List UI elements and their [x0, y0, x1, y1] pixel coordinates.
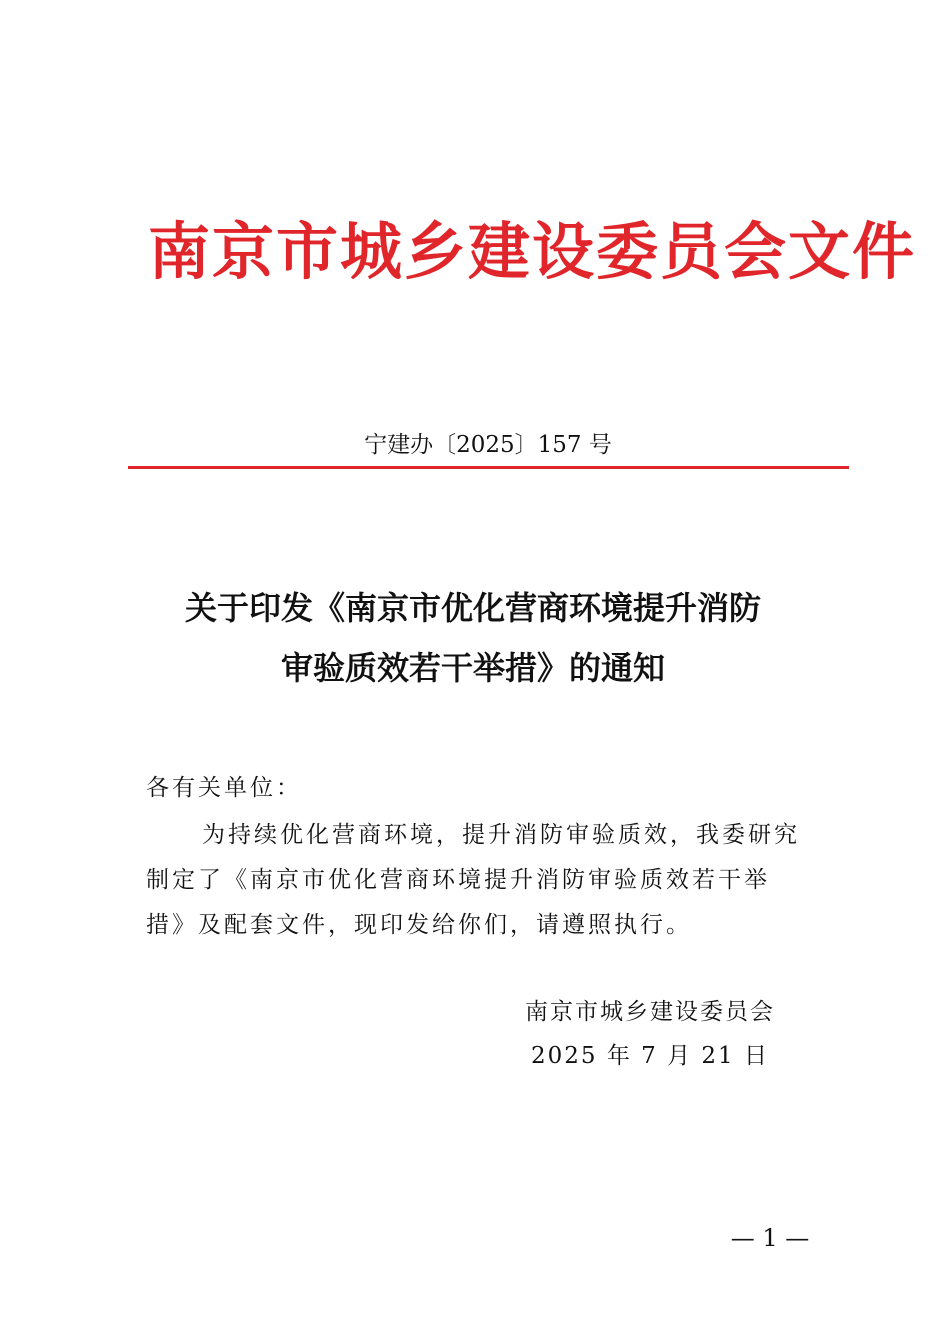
- document-number: 宁建办〔2025〕157 号: [364, 432, 612, 458]
- red-divider-line: [128, 466, 849, 469]
- page-number: — 1 —: [730, 1224, 810, 1252]
- signature-organization: 南京市城乡建设委员会: [525, 999, 775, 1025]
- notice-title-line-2: 审验质效若干举措》的通知: [280, 649, 665, 687]
- body-paragraph: [146, 813, 806, 948]
- salutation: 各有关单位：: [146, 775, 302, 801]
- masthead-title: 南京市城乡建设委员会文件: [148, 215, 917, 288]
- body-line-3: 措》及配套文件，现印发给你们，请遵照执行。: [146, 912, 692, 938]
- notice-title: [128, 578, 818, 698]
- body-line-1: 为持续优化营商环境，提升消防审验质效，我委研究: [202, 822, 800, 848]
- body-line-2: 制定了《南京市优化营商环境提升消防审验质效若干举: [146, 867, 770, 893]
- signature-date: 2025 年 7 月 21 日: [531, 1043, 769, 1069]
- notice-title-line-1: 关于印发《南京市优化营商环境提升消防: [184, 589, 761, 627]
